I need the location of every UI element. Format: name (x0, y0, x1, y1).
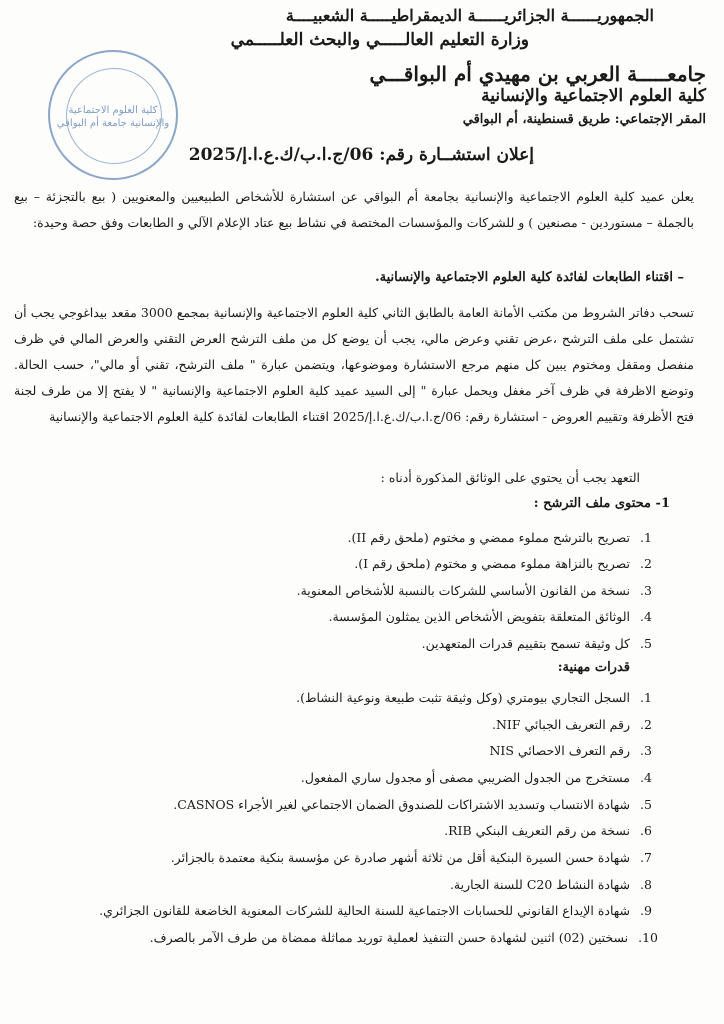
list-item (99, 791, 658, 818)
list-item-text: نسخة من رقم التعريف البنكي RIB. (444, 823, 630, 839)
list-item (99, 844, 658, 871)
list-item-text: السجل التجاري بيومتري (وكل وثيقة تثبت طبيعة ونوعية النشاط). (296, 689, 630, 705)
list-item-number: 9. (640, 903, 652, 919)
faculty-heading: كلية العلوم الاجتماعية والإنسانية (481, 86, 706, 106)
list-item-text: تصريح بالترشح مملوء ممضي و مختوم (ملحق رقم II). (347, 529, 630, 545)
list-item-number: 4. (640, 769, 652, 785)
list-item-number: 3. (640, 743, 652, 759)
list-item (99, 711, 658, 738)
list-item-number: 5. (640, 635, 652, 651)
list-item-number: 5. (640, 796, 652, 812)
list-item (297, 604, 658, 631)
section-professional-title: قدرات مهنية: (557, 660, 630, 675)
list-item-number: 4. (640, 609, 652, 625)
list-item-text: تصريح بالنزاهة مملوء ممضي و مختوم (ملحق رقم I). (354, 556, 630, 572)
announcement-title: إعلان استشــارة رقم: 06/ج.ا.ب/ك.ع.ا.إ/2025 (188, 145, 534, 165)
list-item (99, 924, 658, 951)
list-item-text: رقم التعرف الاحصائي NIS (489, 743, 630, 759)
list-item (99, 898, 658, 925)
documents-intro: التعهد يجب أن يحتوي على الوثائق المذكورة أدناه : (380, 470, 640, 485)
list-item (297, 551, 658, 578)
address-line: المقر الإجتماعي: طريق قسنطينة، أم البواقي (462, 112, 706, 127)
list-item-text: شهادة الانتساب وتسديد الاشتراكات للصندوق الضمان الاجتماعي لغير الأجراء CASNOS. (173, 796, 630, 812)
list-item-text: مستخرج من الجدول الضريبي مصفى أو مجدول ساري المفعول. (300, 769, 630, 785)
list-item (297, 630, 658, 657)
intro-paragraph: يعلن عميد كلية العلوم الاجتماعية والإنسانية بجامعة أم البواقي عن استشارة للأشخاص الطبيعيين والمعنويين ( بيع بالتجزئة – بيع بالجملة – مستوردين - مصنعين ) و للشركات والمؤسسات المختصة في نشاط بيع عتاد الإعلام الآلي و الطابعات وفق حصة وحيدة: (14, 189, 694, 230)
list-item (99, 764, 658, 791)
ministry-heading: وزارة التعليم العالـــــي والبحث العلـــــمي (230, 30, 529, 50)
official-stamp (48, 50, 178, 180)
list-item-number: 7. (640, 849, 652, 865)
list-item-number: 2. (640, 716, 652, 732)
list-item-text: الوثائق المتعلقة بتفويض الأشخاص الذين يمثلون المؤسسة. (328, 609, 630, 625)
university-heading: جامعـــــة العربي بن مهيدي أم البواقـــي (369, 62, 706, 86)
list-item (99, 737, 658, 764)
list-item (99, 871, 658, 898)
list-item-number: 6. (640, 823, 652, 839)
list-item-number: 8. (640, 876, 652, 892)
list-item (99, 684, 658, 711)
list-item-text: نسخة من القانون الأساسي للشركات بالنسبة للأشخاص المعنوية. (296, 582, 630, 598)
professional-documents-list (99, 684, 658, 951)
list-item-number: 2. (640, 556, 652, 572)
stamp-text: كلية العلوم الاجتماعية والإنسانية جامعة أم البواقي (56, 105, 170, 129)
application-documents-list (297, 524, 658, 657)
object-bullet: – اقتناء الطابعات لفائدة كلية العلوم الاجتماعية والإنسانية. (375, 270, 684, 285)
list-item (297, 524, 658, 551)
list-item (99, 817, 658, 844)
list-item-number: 10. (638, 930, 658, 946)
list-item-text: رقم التعريف الجبائي NIF. (491, 716, 630, 732)
list-item-text: كل وثيقة تسمح بتقييم قدرات المتعهدين. (421, 635, 630, 651)
list-item-text: شهادة الإيداع القانوني للحسابات الاجتماعية للسنة الحالية للشركات المعنوية الخاضعة للقانون الجزائري. (99, 903, 630, 919)
list-item-number: 1. (640, 689, 652, 705)
list-item-text: شهادة النشاط C20 للسنة الجارية. (449, 876, 630, 892)
list-item-number: 3. (640, 582, 652, 598)
list-item-number: 1. (640, 529, 652, 545)
section-application-title: 1- محتوى ملف الترشح : (533, 496, 670, 511)
list-item (297, 577, 658, 604)
republic-heading: الجمهوريــــــة الجزائريــــــة الديمقراطيـــــة الشعبيــــة (285, 6, 654, 25)
list-item-text: نسختين (02) اثنين لشهادة حسن التنفيذ لعملية توريد مماثلة ممضاة من طرف الآمر بالصرف. (149, 930, 629, 946)
conditions-paragraph: تسحب دفاتر الشروط من مكتب الأمانة العامة بالطابق الثاني كلية العلوم الاجتماعية والإنسانية بمجمع 3000 مقعد بيداغوجي يجب أن تشتمل على ملف الترشح ،عرض تقني وعرض مالي، يجب أن يوضع كل من ملف الترشح العرض التقني والعرض المالي في ظرف منفصل ومقفل ومختوم يبين كل منهم مرجع الاستشارة وموضوعها، ويتضمن عبارة " ملف الترشح، تقني أو مالي"، حسب الحالة. وتوضع الاظرفة في ظرف آخر مغفل ويحمل عبارة " إلى السيد عميد كلية العلوم الاجتماعية والإنسانية " لا يفتح إلا من طرف لجنة فتح الأظرفة وتقييم العروض - استشارة رقم: 06/ج.ا.ب/ك.ع.ا.إ/2025 اقتناء الطابعات لفائدة كلية العلوم الاجتماعية والإنسانية (14, 305, 694, 424)
list-item-text: شهادة حسن السيرة البنكية أقل من ثلاثة أشهر صادرة عن مؤسسة بنكية معتمدة بالجزائر. (170, 849, 630, 865)
